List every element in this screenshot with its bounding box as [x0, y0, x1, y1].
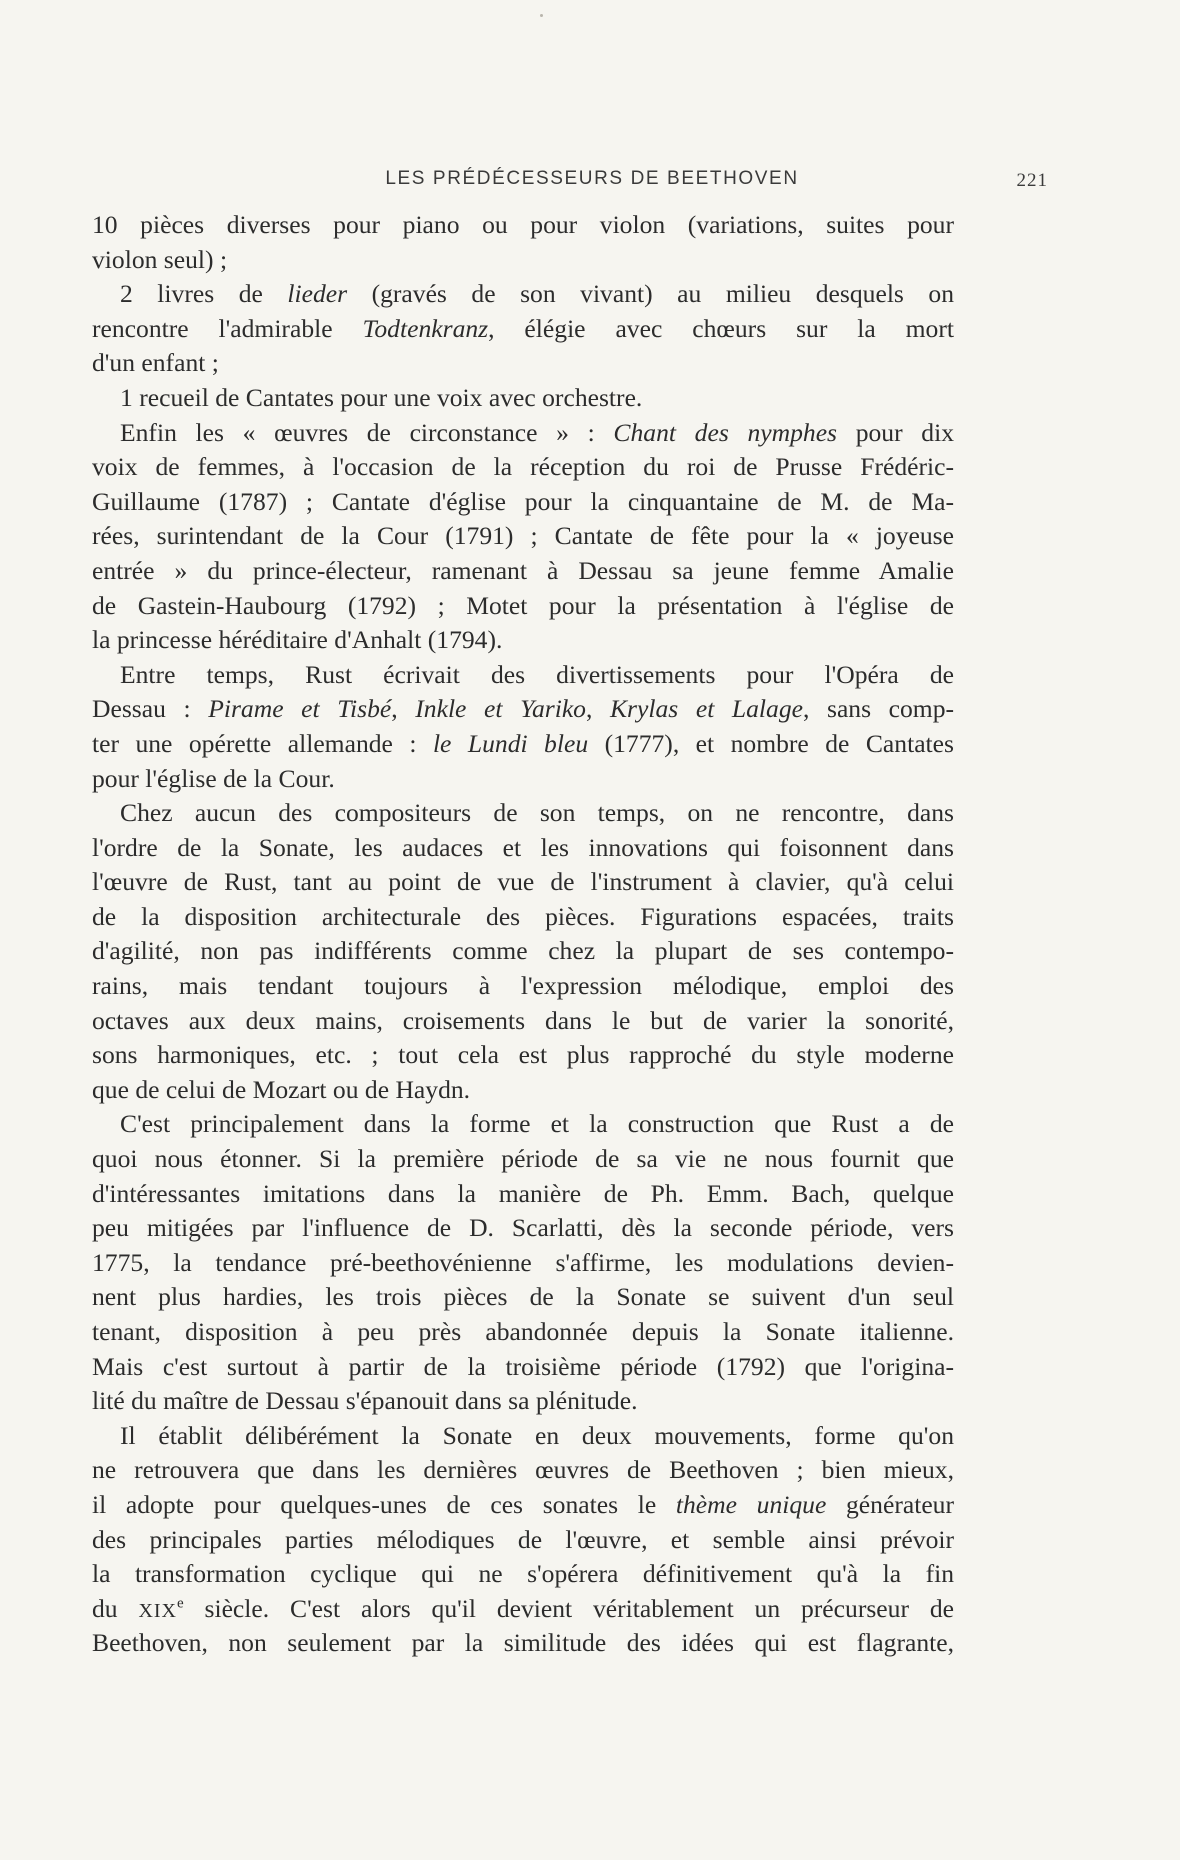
text-line: [92, 1592, 954, 1627]
text-segment: ,: [585, 694, 610, 724]
text-line: [92, 1488, 954, 1523]
text-segment: de Gastein-Haubourg (1792) ; Motet pour la présentation à l'église de: [92, 590, 954, 620]
text-segment: Il établit délibérément la Sonate en deux mouvements, forme qu'on: [120, 1420, 954, 1450]
italic-text: Inkle et Yariko: [415, 694, 586, 724]
text-segment: sons harmoniques, etc. ; tout cela est plus rapproché du style moderne: [92, 1040, 954, 1070]
text-line: [92, 519, 954, 554]
italic-text: lieder: [287, 279, 348, 309]
text-segment: rains, mais tendant toujours à l'expression mélodique, emploi des: [92, 971, 954, 1001]
text-line: [92, 1350, 954, 1385]
body-text: [92, 208, 954, 1661]
text-line: [92, 1280, 954, 1315]
text-line: [92, 1626, 954, 1661]
text-line: [92, 831, 954, 866]
text-line: [92, 243, 954, 278]
text-line: [92, 692, 954, 727]
text-segment: 10 pièces diverses pour piano ou pour violon (variations, suites pour: [92, 210, 954, 239]
text-segment: peu mitigées par l'influence de D. Scarlatti, dès la seconde période, vers: [92, 1213, 954, 1243]
text-segment: Mais c'est surtout à partir de la troisième période (1792) que l'origina-: [92, 1351, 954, 1381]
superscript: e: [176, 1595, 184, 1612]
text-segment: , sans comp-: [803, 694, 955, 724]
running-head: [92, 168, 1092, 194]
italic-text: thème unique: [675, 1489, 827, 1519]
text-segment: 1775, la tendance pré-beethovénienne s'affirme, les modulations devien-: [92, 1247, 954, 1277]
italic-text: Pirame et Tisbé: [208, 694, 392, 724]
text-segment: il adopte pour quelques-unes de ces sonates le: [92, 1489, 676, 1519]
text-segment: l'œuvre de Rust, tant au point de vue de l'instrument à clavier, qu'à celui: [92, 867, 954, 897]
text-line: [92, 450, 954, 485]
text-segment: quoi nous étonner. Si la première période de sa vie ne nous fournit que: [92, 1144, 954, 1174]
text-segment: C'est principalement dans la forme et la construction que Rust a de: [120, 1109, 954, 1139]
text-line: [92, 1177, 954, 1212]
text-line: [92, 1523, 954, 1558]
text-line: [92, 1315, 954, 1350]
italic-text: Todtenkranz: [362, 313, 489, 343]
italic-text: Krylas et Lalage: [609, 694, 803, 724]
text-segment: ter une opérette allemande :: [92, 728, 433, 758]
text-segment: d'intéressantes imitations dans la manière de Ph. Emm. Bach, quelque: [92, 1178, 954, 1208]
text-line: [92, 762, 954, 797]
text-segment: des principales parties mélodiques de l'œuvre, et semble ainsi prévoir: [92, 1524, 954, 1554]
text-line: [92, 658, 954, 693]
text-line: [92, 1142, 954, 1177]
text-line: [92, 554, 954, 589]
text-line: [92, 1419, 954, 1454]
text-segment: siècle. C'est alors qu'il devient véritablement un précurseur de: [183, 1593, 954, 1623]
text-line: [92, 416, 954, 451]
text-segment: nent plus hardies, les trois pièces de la Sonate se suivent d'un seul: [92, 1282, 954, 1312]
text-segment: Guillaume (1787) ; Cantate d'église pour la cinquantaine de M. de Ma-: [92, 486, 954, 516]
text-segment: (gravés de son vivant) au milieu desquels on: [347, 279, 954, 309]
text-segment: Entre temps, Rust écrivait des divertissements pour l'Opéra de: [120, 659, 954, 689]
text-segment: pour dix: [837, 417, 954, 447]
text-line: [92, 900, 954, 935]
text-segment: du: [92, 1593, 139, 1623]
text-segment: lité du maître de Dessau s'épanouit dans sa plénitude.: [92, 1386, 638, 1416]
text-segment: 2 livres de: [120, 279, 288, 309]
italic-text: le Lundi bleu: [432, 728, 589, 758]
text-segment: Beethoven, non seulement par la similitude des idées qui est flagrante,: [92, 1628, 954, 1658]
text-line: [92, 1453, 954, 1488]
text-line: [92, 485, 954, 520]
text-segment: Dessau :: [92, 694, 209, 724]
text-line: [92, 1246, 954, 1281]
text-segment: Chez aucun des compositeurs de son temps, on ne rencontre, dans: [120, 798, 954, 828]
small-caps-text: XIX: [138, 1599, 177, 1622]
text-segment: , élégie avec chœurs sur la mort: [488, 313, 954, 343]
running-title: LES PRÉDÉCESSEURS DE BEETHOVEN: [385, 168, 799, 189]
text-segment: voix de femmes, à l'occasion de la réception du roi de Prusse Frédéric-: [92, 452, 954, 482]
text-line: [92, 623, 954, 658]
text-segment: Enfin les « œuvres de circonstance » :: [120, 417, 614, 447]
text-line: [92, 277, 954, 312]
italic-text: Chant des nymphes: [613, 417, 838, 447]
text-line: [92, 589, 954, 624]
text-segment: d'agilité, non pas indifférents comme chez la plupart de ses contempo-: [92, 936, 954, 966]
text-line: [92, 934, 954, 969]
text-line: [92, 727, 954, 762]
text-line: [92, 346, 954, 381]
text-line: [92, 1107, 954, 1142]
paper-speck: [540, 14, 543, 17]
text-segment: rées, surintendant de la Cour (1791) ; Cantate de fête pour la « joyeuse: [92, 521, 954, 551]
text-segment: que de celui de Mozart ou de Haydn.: [92, 1074, 471, 1104]
text-line: [92, 381, 954, 416]
text-segment: pour l'église de la Cour.: [92, 763, 335, 793]
text-line: [92, 1384, 954, 1419]
text-line: [92, 1073, 954, 1108]
text-line: [92, 969, 954, 1004]
page-number: 221: [1016, 170, 1048, 191]
text-segment: ,: [391, 694, 416, 724]
text-segment: l'ordre de la Sonate, les audaces et les innovations qui foisonnent dans: [92, 832, 954, 862]
text-line: [92, 208, 954, 243]
text-line: [92, 1211, 954, 1246]
text-line: [92, 1004, 954, 1039]
text-line: [92, 1038, 954, 1073]
text-line: [92, 796, 954, 831]
text-segment: de la disposition architecturale des pièces. Figurations espacées, traits: [92, 901, 954, 931]
text-segment: d'un enfant ;: [92, 348, 219, 378]
text-line: [92, 312, 954, 347]
text-line: [92, 1557, 954, 1592]
text-segment: octaves aux deux mains, croisements dans le but de varier la sonorité,: [92, 1005, 954, 1035]
text-segment: entrée » du prince-électeur, ramenant à Dessau sa jeune femme Amalie: [92, 555, 954, 585]
text-segment: rencontre l'admirable: [92, 313, 363, 343]
text-segment: la transformation cyclique qui ne s'opérera définitivement qu'à la fin: [92, 1559, 954, 1589]
text-segment: (1777), et nombre de Cantates: [588, 728, 954, 758]
text-segment: violon seul) ;: [92, 244, 228, 274]
text-segment: tenant, disposition à peu près abandonnée depuis la Sonate italienne.: [92, 1317, 954, 1346]
text-segment: ne retrouvera que dans les dernières œuvres de Beethoven ; bien mieux,: [92, 1455, 954, 1485]
text-segment: générateur: [826, 1489, 954, 1519]
text-segment: 1 recueil de Cantates pour une voix avec orchestre.: [120, 382, 643, 412]
text-line: [92, 865, 954, 900]
text-segment: la princesse héréditaire d'Anhalt (1794).: [92, 625, 503, 655]
